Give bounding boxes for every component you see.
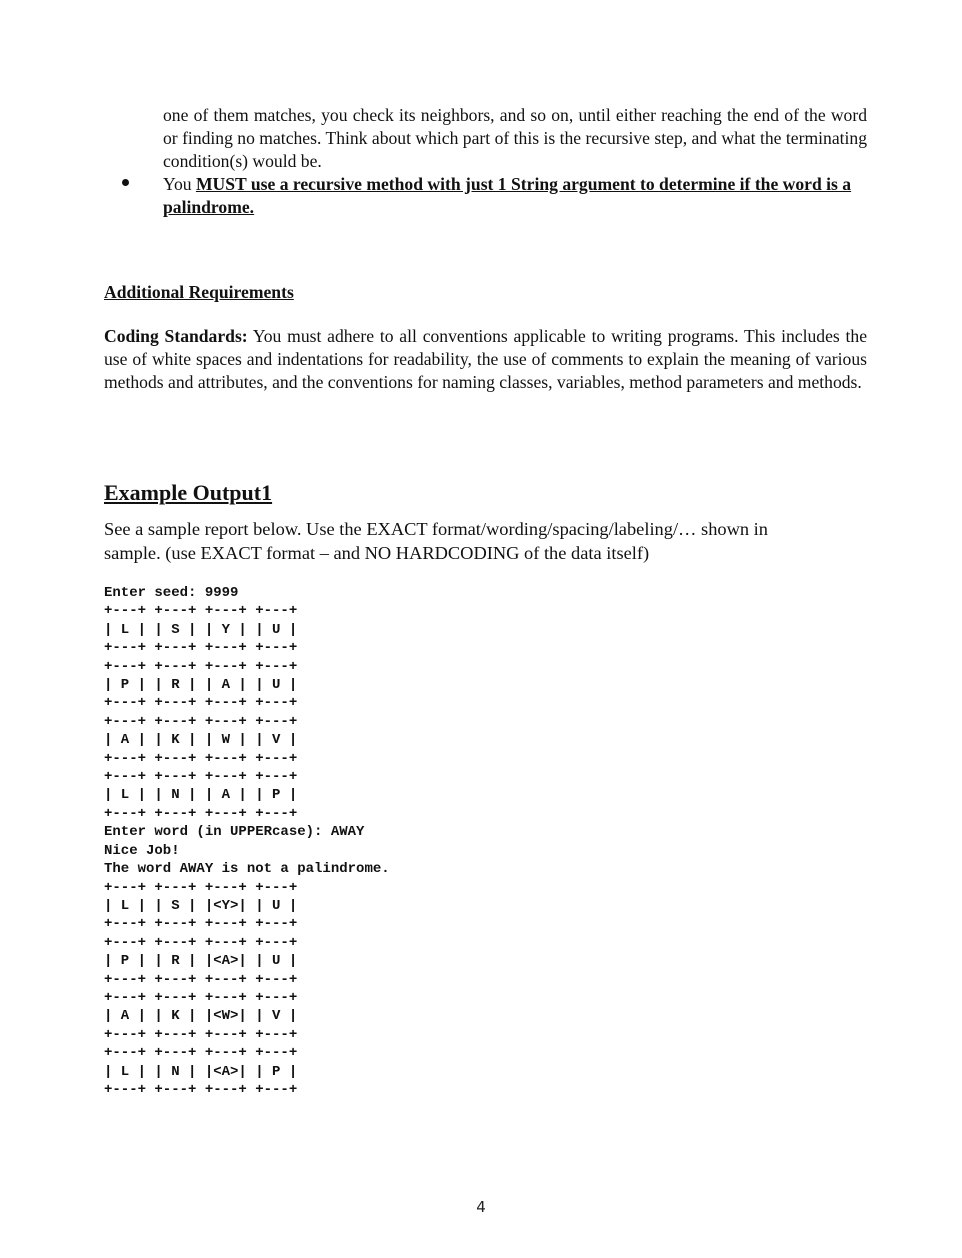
- bullet-dot: [122, 179, 129, 186]
- coding-standards-paragraph: [104, 325, 867, 395]
- page-number: 4: [476, 1198, 486, 1216]
- recursive-requirement-bullet: [163, 173, 867, 219]
- bullet-prefix: You: [163, 174, 196, 194]
- bullet-emphasis: MUST use a recursive method with just 1 String argument to determine if the word is a palindrome.: [163, 174, 852, 218]
- additional-requirements-heading: Additional Requirements: [104, 282, 294, 302]
- sample-console-output: Enter seed: 9999 +---+ +---+ +---+ +---+ | L | | S | | Y | | U | +---+ +---+ +---+ +---+ +---+ +---+ +---+ +---+ | P | | R | | A | | U | +---+ +---+ +---+ +---+ +---+ +---+ +---+ +---+ | A | | K | | W | | V | +---+ +---+ +---+ +---+ +---+ +---+ +---+ +---+ | L | | N | | A | | P | +---+ +---+ +---+ +---+ Enter word (in UPPERcase): AWAY Nice Job! The word AWAY is not a palindrome. +---+ +---+ +---+ +---+ | L | | S | |<Y>| | U | +---+ +---+ +---+ +---+ +---+ +---+ +---+ +---+ | P | | R | |<A>| | U | +---+ +---+ +---+ +---+ +---+ +---+ +---+ +---+ | A | | K | |<W>| | V | +---+ +---+ +---+ +---+ +---+ +---+ +---+ +---+ | L | | N | |<A>| | P | +---+ +---+ +---+ +---+: [104, 585, 390, 1098]
- coding-standards-text: You must adhere to all conventions applicable to writing programs. This includes the use of white spaces and indentations for readability, the use of comments to explain the meaning of various methods and attributes, and the conventions for naming classes, variables, method parameters and methods.: [104, 326, 868, 393]
- example-intro: See a sample report below. Use the EXACT format/wording/spacing/labeling/… shown in sample. (use EXACT format – and NO HARDCODING of the data itself): [104, 519, 768, 563]
- continued-paragraph: one of them matches, you check its neighbors, and so on, until either reaching the end of the word or finding no matches. Think about which part of this is the recursive step, and what the terminating condition(s) would be.: [163, 105, 867, 172]
- example-output-heading: Example Output1: [104, 480, 273, 505]
- coding-standards-label: Coding Standards:: [104, 326, 248, 346]
